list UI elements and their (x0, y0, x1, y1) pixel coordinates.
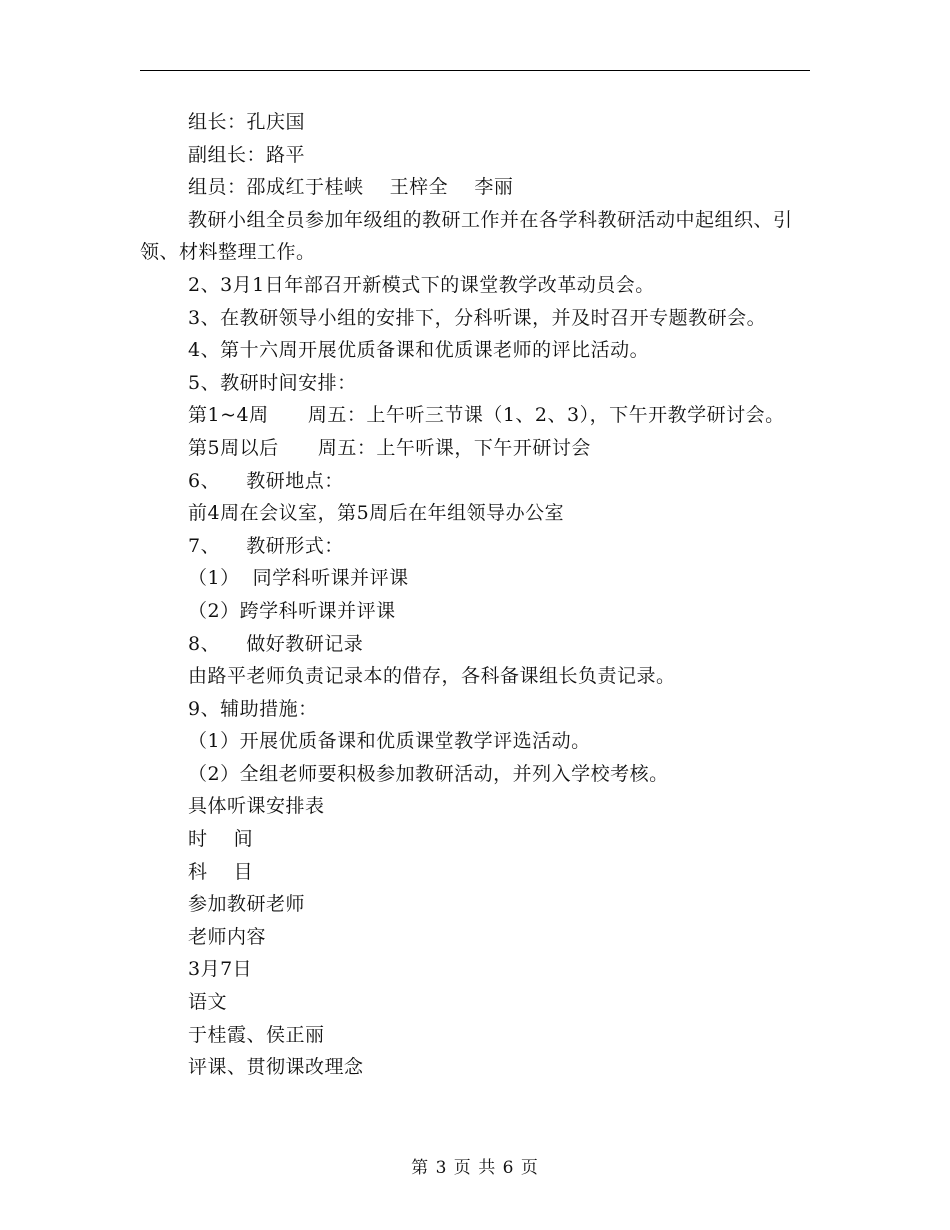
paragraph-line: 前4周在会议室，第5周后在年组领导办公室 (188, 502, 565, 525)
paragraph-line: 副组长：路平 (188, 143, 306, 166)
header-rule (140, 70, 810, 71)
paragraph-line: 4、第十六周开展优质备课和优质课老师的评比活动。 (188, 339, 650, 362)
paragraph-line: 于桂霞、侯正丽 (188, 1023, 325, 1046)
paragraph-line: 语文 (188, 991, 228, 1014)
paragraph-line: 具体听课安排表 (188, 795, 325, 818)
paragraph-line: 科 目 (188, 860, 254, 883)
paragraph-line: 评课、贯彻课改理念 (188, 1056, 364, 1079)
paragraph-line: 2、3月1日年部召开新模式下的课堂教学改革动员会。 (188, 273, 655, 296)
paragraph-line: 8、 做好教研记录 (188, 632, 364, 655)
paragraph-line: 6、 教研地点： (188, 469, 344, 492)
paragraph-line: 5、教研时间安排： (188, 371, 357, 394)
paragraph-line: 7、 教研形式： (188, 534, 344, 557)
paragraph-line: 老师内容 (188, 925, 267, 948)
paragraph-line: 时 间 (188, 828, 254, 851)
page-footer: 第 3 页 共 6 页 (411, 1158, 539, 1178)
paragraph-line: （2）跨学科听课并评课 (188, 599, 396, 622)
paragraph-line: 3月7日 (188, 958, 253, 981)
paragraph-line: 9、辅助措施： (188, 697, 318, 720)
paragraph-line: 第1~4周 周五：上午听三节课（1、2、3），下午开教学研讨会。 (188, 404, 785, 427)
paragraph-line: （1）开展优质备课和优质课堂教学评选活动。 (188, 730, 591, 753)
paragraph-line: 参加教研老师 (188, 893, 306, 916)
paragraph-line: 第5周以后 周五：上午听课，下午开研讨会 (188, 436, 591, 459)
paragraph-line: （1） 同学科听课并评课 (188, 567, 409, 590)
paragraph-line: 3、在教研领导小组的安排下，分科听课，并及时召开专题教研会。 (188, 306, 767, 329)
paragraph-line: 由路平老师负责记录本的借存，各科备课组长负责记录。 (188, 665, 676, 688)
paragraph-line: 组长：孔庆国 (188, 111, 306, 133)
document-body (140, 106, 810, 1084)
paragraph-line: （2）全组老师要积极参加教研活动，并列入学校考核。 (188, 762, 669, 785)
paragraph-line: 教研小组全员参加年级组的教研工作并在各学科教研活动中起组织、引领、材料整理工作。 (140, 208, 793, 264)
paragraph-line: 组员：邵成红于桂峡 王梓全 李丽 (188, 176, 514, 199)
